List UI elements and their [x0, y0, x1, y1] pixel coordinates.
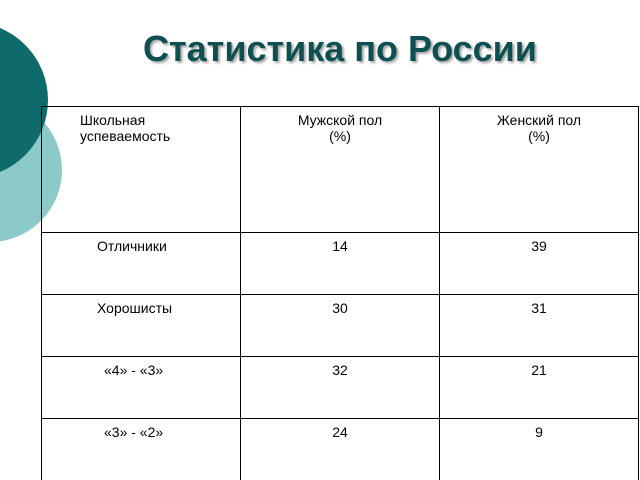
slide-title: Статистика по России — [143, 28, 537, 69]
row-label: «4» - «3» — [42, 357, 241, 419]
row-label: Хорошисты — [42, 295, 241, 357]
header-performance-line2: успеваемость — [80, 128, 171, 144]
row-label: Отличники — [42, 233, 241, 295]
female-value: 9 — [440, 419, 639, 480]
male-value: 32 — [241, 357, 440, 419]
header-male-line2: (%) — [329, 128, 351, 144]
row-label: «3» - «2» — [42, 419, 241, 480]
table-row — [42, 295, 639, 357]
header-performance — [42, 107, 241, 233]
male-value: 14 — [241, 233, 440, 295]
header-female-line1: Женский пол — [496, 112, 582, 128]
male-value: 24 — [241, 419, 440, 480]
header-female-line2: (%) — [528, 128, 550, 144]
table-header-row — [42, 107, 639, 233]
header-performance-line1: Школьная — [80, 112, 146, 128]
table-row — [42, 419, 639, 480]
header-male-line1: Мужской пол — [297, 112, 383, 128]
female-value: 31 — [440, 295, 639, 357]
male-value: 30 — [241, 295, 440, 357]
header-female — [440, 107, 639, 233]
female-value: 39 — [440, 233, 639, 295]
table-row — [42, 233, 639, 295]
table-row — [42, 357, 639, 419]
female-value: 21 — [440, 357, 639, 419]
header-male — [241, 107, 440, 233]
statistics-table — [41, 106, 639, 480]
